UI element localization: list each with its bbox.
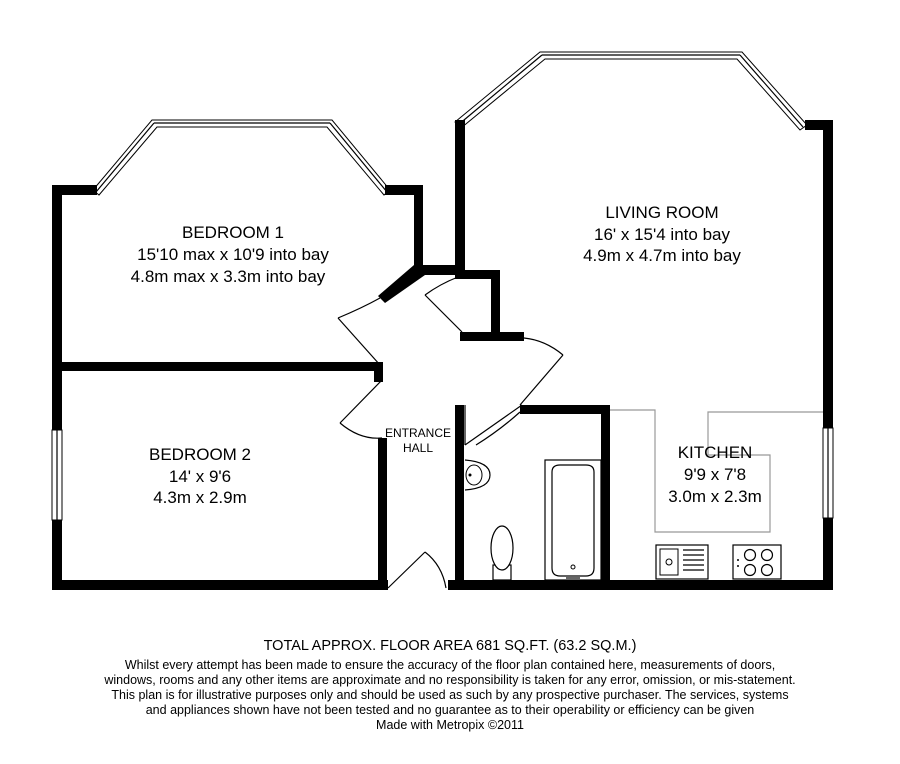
footer	[0, 638, 900, 733]
made-with-credit: Made with Metropix ©2011	[376, 718, 524, 732]
bedroom2-name: BEDROOM 2	[148, 445, 252, 464]
bedroom1-imperial: 15'10 max x 10'9 into bay	[137, 245, 329, 264]
kitchen-imperial: 9'9 x 7'8	[683, 465, 747, 484]
living-room-label	[583, 203, 741, 265]
entrance-hall-line2: HALL	[402, 441, 434, 455]
kitchen-metric: 3.0m x 2.3m	[668, 487, 762, 506]
disclaimer: Whilst every attempt has been made to ensure the accuracy of the floor plan contained here, measurements of doors, windows, rooms and any other items are approximate and no responsibility is taken for any error, omission, or mis-statement. This plan is for illustrative purposes only and should be used as such by any prospective purchaser. The services, systems and appliances shown have not been tested and no guarantee as to their operability or efficiency can be given	[104, 658, 796, 717]
toilet-icon	[491, 526, 513, 580]
bedroom2-metric: 4.3m x 2.9m	[153, 488, 247, 507]
hob-icon	[733, 545, 781, 579]
bedroom2-label	[149, 445, 251, 507]
kitchen-sink-icon	[656, 545, 708, 579]
bedroom1-name: BEDROOM 1	[181, 223, 285, 242]
living-room-imperial: 16' x 15'4 into bay	[594, 225, 730, 244]
kitchen-name: KITCHEN	[677, 443, 753, 462]
total-floor-area: TOTAL APPROX. FLOOR AREA 681 SQ.FT. (63.2 SQ.M.)	[263, 638, 637, 654]
living-room-bay-window	[455, 52, 807, 130]
bedroom1-metric: 4.8m max x 3.3m into bay	[130, 267, 326, 286]
entrance-hall-line1: ENTRANCE	[384, 426, 452, 440]
walls	[52, 120, 833, 590]
bath-icon	[545, 460, 601, 580]
kitchen-label	[668, 443, 762, 506]
bedroom2-imperial: 14' x 9'6	[168, 467, 232, 486]
living-room-metric: 4.9m x 4.7m into bay	[583, 246, 741, 265]
living-room-name: LIVING ROOM	[605, 203, 719, 222]
bedroom1-bay-window	[93, 120, 390, 195]
entrance-hall-label	[385, 426, 451, 455]
bedroom1-label	[131, 223, 330, 286]
basin-icon	[465, 460, 490, 490]
